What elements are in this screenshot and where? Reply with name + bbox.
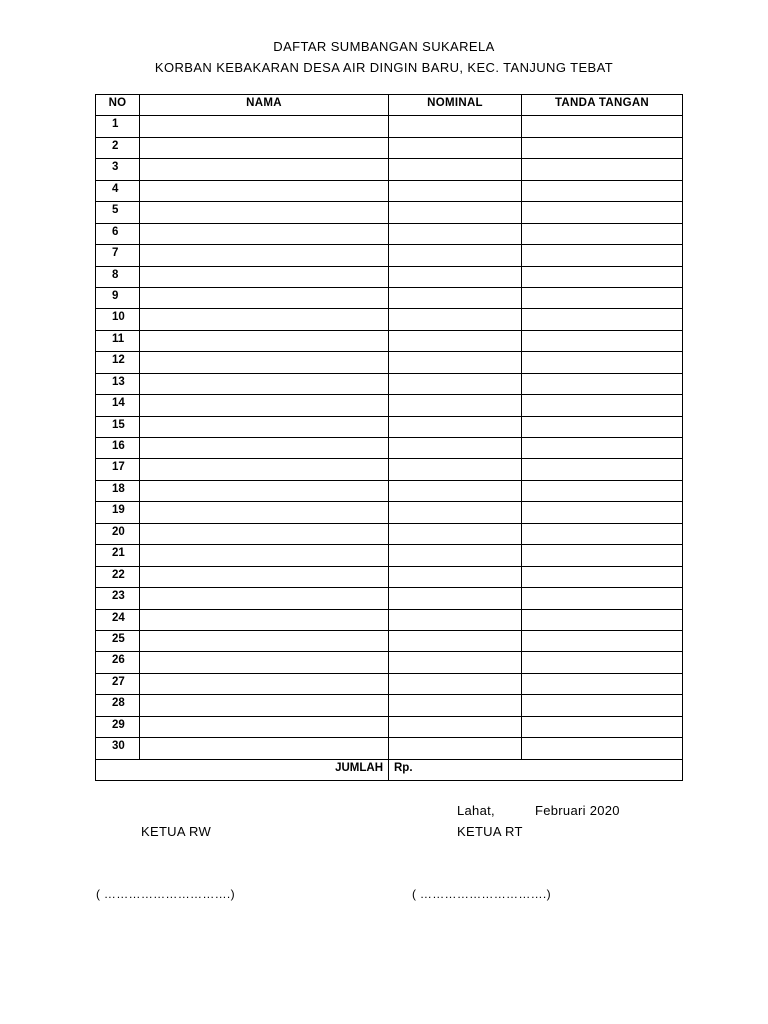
signature-place: Lahat, bbox=[457, 803, 495, 818]
name-cell bbox=[140, 266, 389, 287]
signature-cell bbox=[522, 652, 683, 673]
nominal-cell bbox=[389, 566, 522, 587]
row-number: 13 bbox=[96, 373, 140, 394]
table-row bbox=[96, 223, 683, 244]
signature-cell bbox=[522, 137, 683, 158]
row-number: 24 bbox=[96, 609, 140, 630]
signature-cell bbox=[522, 373, 683, 394]
table-row bbox=[96, 545, 683, 566]
table-row bbox=[96, 502, 683, 523]
nominal-cell bbox=[389, 588, 522, 609]
name-cell bbox=[140, 566, 389, 587]
name-cell bbox=[140, 202, 389, 223]
row-number: 19 bbox=[96, 502, 140, 523]
nominal-cell bbox=[389, 116, 522, 137]
nominal-cell bbox=[389, 352, 522, 373]
name-cell bbox=[140, 352, 389, 373]
row-number: 7 bbox=[96, 245, 140, 266]
signature-cell bbox=[522, 459, 683, 480]
nominal-cell bbox=[389, 545, 522, 566]
row-number: 23 bbox=[96, 588, 140, 609]
nominal-cell bbox=[389, 459, 522, 480]
ketua-rt-signature-line: ( ………………………….) bbox=[412, 887, 551, 901]
name-cell bbox=[140, 137, 389, 158]
nominal-cell bbox=[389, 738, 522, 759]
row-number: 28 bbox=[96, 695, 140, 716]
table-row bbox=[96, 352, 683, 373]
name-cell bbox=[140, 287, 389, 308]
table-row bbox=[96, 695, 683, 716]
nominal-cell bbox=[389, 180, 522, 201]
row-number: 10 bbox=[96, 309, 140, 330]
ketua-rw-title: KETUA RW bbox=[141, 824, 212, 839]
row-number: 12 bbox=[96, 352, 140, 373]
name-cell bbox=[140, 695, 389, 716]
signature-cell bbox=[522, 202, 683, 223]
row-number: 26 bbox=[96, 652, 140, 673]
name-cell bbox=[140, 180, 389, 201]
table-row bbox=[96, 480, 683, 501]
total-row bbox=[96, 759, 683, 780]
name-cell bbox=[140, 395, 389, 416]
table-row bbox=[96, 287, 683, 308]
row-number: 25 bbox=[96, 630, 140, 651]
nominal-cell bbox=[389, 245, 522, 266]
name-cell bbox=[140, 609, 389, 630]
table-row bbox=[96, 116, 683, 137]
nominal-cell bbox=[389, 716, 522, 737]
donation-table bbox=[95, 94, 683, 781]
name-cell bbox=[140, 116, 389, 137]
nominal-cell bbox=[389, 630, 522, 651]
table-row bbox=[96, 588, 683, 609]
nominal-cell bbox=[389, 223, 522, 244]
name-cell bbox=[140, 159, 389, 180]
row-number: 22 bbox=[96, 566, 140, 587]
row-number: 8 bbox=[96, 266, 140, 287]
nominal-cell bbox=[389, 159, 522, 180]
nominal-cell bbox=[389, 523, 522, 544]
nominal-cell bbox=[389, 266, 522, 287]
signature-cell bbox=[522, 116, 683, 137]
nominal-cell bbox=[389, 673, 522, 694]
table-row bbox=[96, 202, 683, 223]
signature-cell bbox=[522, 673, 683, 694]
name-cell bbox=[140, 438, 389, 459]
row-number: 18 bbox=[96, 480, 140, 501]
row-number: 4 bbox=[96, 180, 140, 201]
row-number: 20 bbox=[96, 523, 140, 544]
signature-cell bbox=[522, 566, 683, 587]
row-number: 27 bbox=[96, 673, 140, 694]
document-title: DAFTAR SUMBANGAN SUKARELA bbox=[273, 39, 495, 54]
signature-cell bbox=[522, 287, 683, 308]
document-subtitle: KORBAN KEBAKARAN DESA AIR DINGIN BARU, KEC. TANJUNG TEBAT bbox=[154, 60, 614, 75]
signature-cell bbox=[522, 630, 683, 651]
name-cell bbox=[140, 673, 389, 694]
table-row bbox=[96, 459, 683, 480]
name-cell bbox=[140, 502, 389, 523]
table-row bbox=[96, 523, 683, 544]
nominal-cell bbox=[389, 395, 522, 416]
nominal-cell bbox=[389, 330, 522, 351]
table-row bbox=[96, 180, 683, 201]
ketua-rw-signature-line: ( ………………………….) bbox=[96, 887, 235, 901]
table-row bbox=[96, 159, 683, 180]
table-row bbox=[96, 137, 683, 158]
table-row bbox=[96, 652, 683, 673]
row-number: 2 bbox=[96, 137, 140, 158]
table-row bbox=[96, 309, 683, 330]
name-cell bbox=[140, 330, 389, 351]
nominal-cell bbox=[389, 438, 522, 459]
ketua-rt-title: KETUA RT bbox=[457, 824, 523, 839]
table-row bbox=[96, 630, 683, 651]
name-cell bbox=[140, 588, 389, 609]
header-nominal: NOMINAL bbox=[389, 95, 522, 116]
row-number: 9 bbox=[96, 287, 140, 308]
row-number: 3 bbox=[96, 159, 140, 180]
nominal-cell bbox=[389, 416, 522, 437]
row-number: 5 bbox=[96, 202, 140, 223]
signature-cell bbox=[522, 545, 683, 566]
table-row bbox=[96, 716, 683, 737]
header-no: NO bbox=[96, 95, 140, 116]
table-row bbox=[96, 566, 683, 587]
signature-cell bbox=[522, 502, 683, 523]
signature-cell bbox=[522, 330, 683, 351]
nominal-cell bbox=[389, 480, 522, 501]
signature-cell bbox=[522, 180, 683, 201]
nominal-cell bbox=[389, 502, 522, 523]
total-label: JUMLAH bbox=[96, 759, 389, 780]
total-value: Rp. bbox=[389, 759, 683, 780]
signature-cell bbox=[522, 523, 683, 544]
row-number: 29 bbox=[96, 716, 140, 737]
name-cell bbox=[140, 738, 389, 759]
signature-cell bbox=[522, 395, 683, 416]
name-cell bbox=[140, 716, 389, 737]
table-row bbox=[96, 245, 683, 266]
name-cell bbox=[140, 523, 389, 544]
table-row bbox=[96, 738, 683, 759]
signature-cell bbox=[522, 223, 683, 244]
signature-cell bbox=[522, 480, 683, 501]
name-cell bbox=[140, 630, 389, 651]
row-number: 30 bbox=[96, 738, 140, 759]
row-number: 11 bbox=[96, 330, 140, 351]
header-nama: NAMA bbox=[140, 95, 389, 116]
table-row bbox=[96, 609, 683, 630]
table-body bbox=[96, 116, 683, 759]
name-cell bbox=[140, 309, 389, 330]
table-row bbox=[96, 266, 683, 287]
nominal-cell bbox=[389, 309, 522, 330]
name-cell bbox=[140, 223, 389, 244]
name-cell bbox=[140, 652, 389, 673]
row-number: 14 bbox=[96, 395, 140, 416]
name-cell bbox=[140, 480, 389, 501]
signature-cell bbox=[522, 309, 683, 330]
nominal-cell bbox=[389, 287, 522, 308]
name-cell bbox=[140, 373, 389, 394]
table-row bbox=[96, 416, 683, 437]
row-number: 17 bbox=[96, 459, 140, 480]
signature-cell bbox=[522, 695, 683, 716]
nominal-cell bbox=[389, 137, 522, 158]
nominal-cell bbox=[389, 202, 522, 223]
signature-cell bbox=[522, 738, 683, 759]
name-cell bbox=[140, 545, 389, 566]
signature-cell bbox=[522, 245, 683, 266]
table-row bbox=[96, 438, 683, 459]
table-header-row bbox=[96, 95, 683, 116]
name-cell bbox=[140, 416, 389, 437]
table-row bbox=[96, 373, 683, 394]
signature-cell bbox=[522, 438, 683, 459]
row-number: 6 bbox=[96, 223, 140, 244]
signature-cell bbox=[522, 416, 683, 437]
row-number: 1 bbox=[96, 116, 140, 137]
signature-cell bbox=[522, 266, 683, 287]
signature-cell bbox=[522, 352, 683, 373]
header-tanda-tangan: TANDA TANGAN bbox=[522, 95, 683, 116]
nominal-cell bbox=[389, 609, 522, 630]
name-cell bbox=[140, 245, 389, 266]
nominal-cell bbox=[389, 695, 522, 716]
row-number: 21 bbox=[96, 545, 140, 566]
table-row bbox=[96, 330, 683, 351]
nominal-cell bbox=[389, 373, 522, 394]
signature-cell bbox=[522, 609, 683, 630]
row-number: 15 bbox=[96, 416, 140, 437]
row-number: 16 bbox=[96, 438, 140, 459]
signature-cell bbox=[522, 588, 683, 609]
signature-date: Februari 2020 bbox=[535, 803, 620, 818]
signature-cell bbox=[522, 159, 683, 180]
signature-cell bbox=[522, 716, 683, 737]
name-cell bbox=[140, 459, 389, 480]
table-row bbox=[96, 395, 683, 416]
nominal-cell bbox=[389, 652, 522, 673]
table-row bbox=[96, 673, 683, 694]
